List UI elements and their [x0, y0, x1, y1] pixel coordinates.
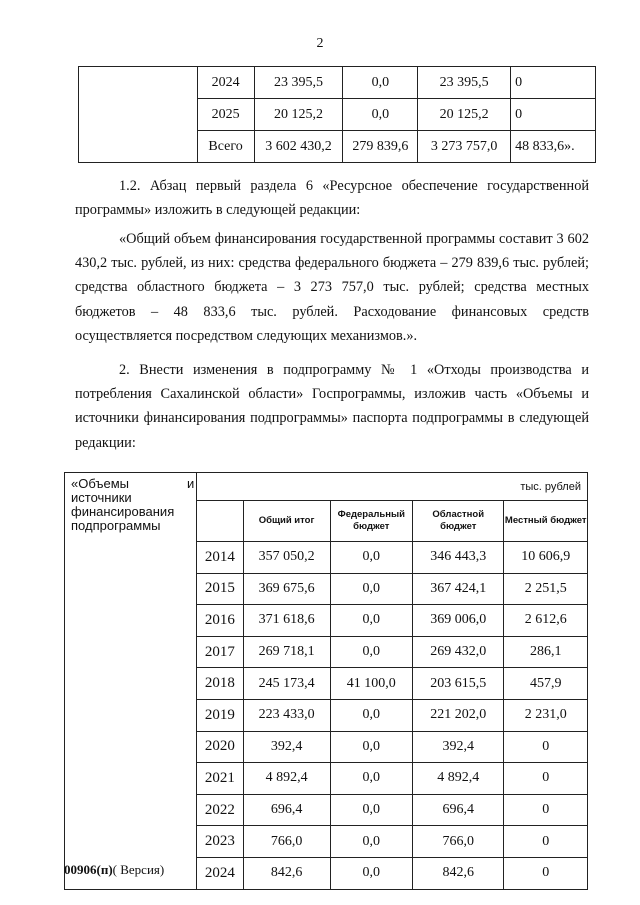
cell-regional: 346 443,3: [413, 542, 504, 574]
label-word: и: [186, 476, 195, 491]
cell-federal: 0,0: [330, 731, 412, 763]
cell-local: 48 833,6».: [511, 131, 596, 163]
cell-federal: 0,0: [330, 542, 412, 574]
header-total: Общий итог: [243, 501, 330, 542]
cell-year: 2023: [197, 826, 243, 858]
cell-regional: 392,4: [413, 731, 504, 763]
cell-federal: 0,0: [330, 699, 412, 731]
cell-regional: 696,4: [413, 794, 504, 826]
cell-year: 2024: [197, 67, 254, 99]
cell-regional: 20 125,2: [418, 99, 511, 131]
unit-cell: тыс. рублей: [197, 473, 588, 501]
cell-federal: 0,0: [330, 794, 412, 826]
cell-total: 20 125,2: [254, 99, 343, 131]
footer-version: ( Версия): [112, 862, 165, 877]
cell-local: 0: [504, 794, 588, 826]
cell-year: 2021: [197, 763, 243, 795]
cell-federal: 0,0: [330, 826, 412, 858]
cell-year: Всего: [197, 131, 254, 163]
cell-year: 2016: [197, 605, 243, 637]
cell-federal: 0,0: [343, 67, 418, 99]
cell-federal: 0,0: [330, 636, 412, 668]
funding-label-cell: [65, 473, 197, 890]
paragraph-quote: [75, 227, 589, 348]
paragraph-1-2: [75, 174, 589, 222]
cell-year: 2019: [197, 699, 243, 731]
cell-total: 392,4: [243, 731, 330, 763]
footer: [64, 862, 164, 878]
cell-year: 2018: [197, 668, 243, 700]
cell-federal: 0,0: [330, 763, 412, 795]
page-number: 2: [316, 36, 324, 51]
cell-total: 4 892,4: [243, 763, 330, 795]
cell-regional: 23 395,5: [418, 67, 511, 99]
subprogram-funding-table: [64, 472, 588, 890]
cell-year: 2020: [197, 731, 243, 763]
cell-regional: 369 006,0: [413, 605, 504, 637]
cell-local: 457,9: [504, 668, 588, 700]
cell-federal: 279 839,6: [343, 131, 418, 163]
cell-federal: 0,0: [343, 99, 418, 131]
cell-total: 357 050,2: [243, 542, 330, 574]
cell-local: 286,1: [504, 636, 588, 668]
cell-total: 371 618,6: [243, 605, 330, 637]
cell-local: 0: [511, 67, 596, 99]
paragraph-text: 2. Внести изменения в подпрограмму № 1 «Отходы производства и потребления Сахалинской области» Госпрограммы, изложив часть «Объемы и источники финансирования подпрограммы» паспорта подпрограммы в следующей редакции:: [75, 362, 589, 451]
paragraph-text: «Общий объем финансирования государственной программы составит 3 602 430,2 тыс. рублей, из них: средства федерального бюджета – 279 839,6 тыс. рублей; средства областного бюджета – 3 273 757,0 тыс. рублей; средства местных бюджетов – 48 833,6 тыс. рублей. Расходование финансовых средств осуществляется посредством следующих механизмов.».: [75, 231, 589, 344]
cell-regional: 367 424,1: [413, 573, 504, 605]
cell-federal: 41 100,0: [330, 668, 412, 700]
cell-total: 245 173,4: [243, 668, 330, 700]
cell-regional: 269 432,0: [413, 636, 504, 668]
cell-total: 842,6: [243, 857, 330, 889]
empty-cell: [79, 67, 198, 163]
cell-total: 23 395,5: [254, 67, 343, 99]
cell-total: 766,0: [243, 826, 330, 858]
cell-regional: 3 273 757,0: [418, 131, 511, 163]
header-federal: Федеральный бюджет: [330, 501, 412, 542]
cell-federal: 0,0: [330, 573, 412, 605]
paragraph-text: 1.2. Абзац первый раздела 6 «Ресурсное обеспечение государственной программы» изложить в следующей редакции:: [75, 178, 589, 219]
cell-regional: 842,6: [413, 857, 504, 889]
cell-year: 2017: [197, 636, 243, 668]
top-funding-table: [78, 66, 596, 163]
cell-total: 369 675,6: [243, 573, 330, 605]
cell-year: 2014: [197, 542, 243, 574]
cell-local: 0: [504, 731, 588, 763]
cell-total: 269 718,1: [243, 636, 330, 668]
cell-regional: 221 202,0: [413, 699, 504, 731]
footer-code: 00906(п): [64, 862, 113, 877]
cell-local: 0: [504, 763, 588, 795]
cell-federal: 0,0: [330, 605, 412, 637]
label-rest: источники финансирования подпрограммы: [71, 490, 175, 533]
label-word: «Объемы: [71, 476, 129, 491]
cell-local: 2 612,6: [504, 605, 588, 637]
cell-local: 2 251,5: [504, 573, 588, 605]
cell-total: 3 602 430,2: [254, 131, 343, 163]
header-regional: Областной бюджет: [413, 501, 504, 542]
header-year-cell: [197, 501, 243, 542]
header-local: Местный бюджет: [504, 501, 588, 542]
cell-regional: 4 892,4: [413, 763, 504, 795]
cell-year: 2015: [197, 573, 243, 605]
cell-local: 2 231,0: [504, 699, 588, 731]
cell-local: 0: [504, 857, 588, 889]
cell-local: 0: [511, 99, 596, 131]
cell-year: 2024: [197, 857, 243, 889]
table-row: [79, 67, 596, 99]
cell-year: 2025: [197, 99, 254, 131]
cell-regional: 766,0: [413, 826, 504, 858]
cell-total: 223 433,0: [243, 699, 330, 731]
cell-total: 696,4: [243, 794, 330, 826]
cell-regional: 203 615,5: [413, 668, 504, 700]
cell-year: 2022: [197, 794, 243, 826]
cell-local: 10 606,9: [504, 542, 588, 574]
paragraph-2: [75, 358, 589, 455]
cell-local: 0: [504, 826, 588, 858]
cell-federal: 0,0: [330, 857, 412, 889]
